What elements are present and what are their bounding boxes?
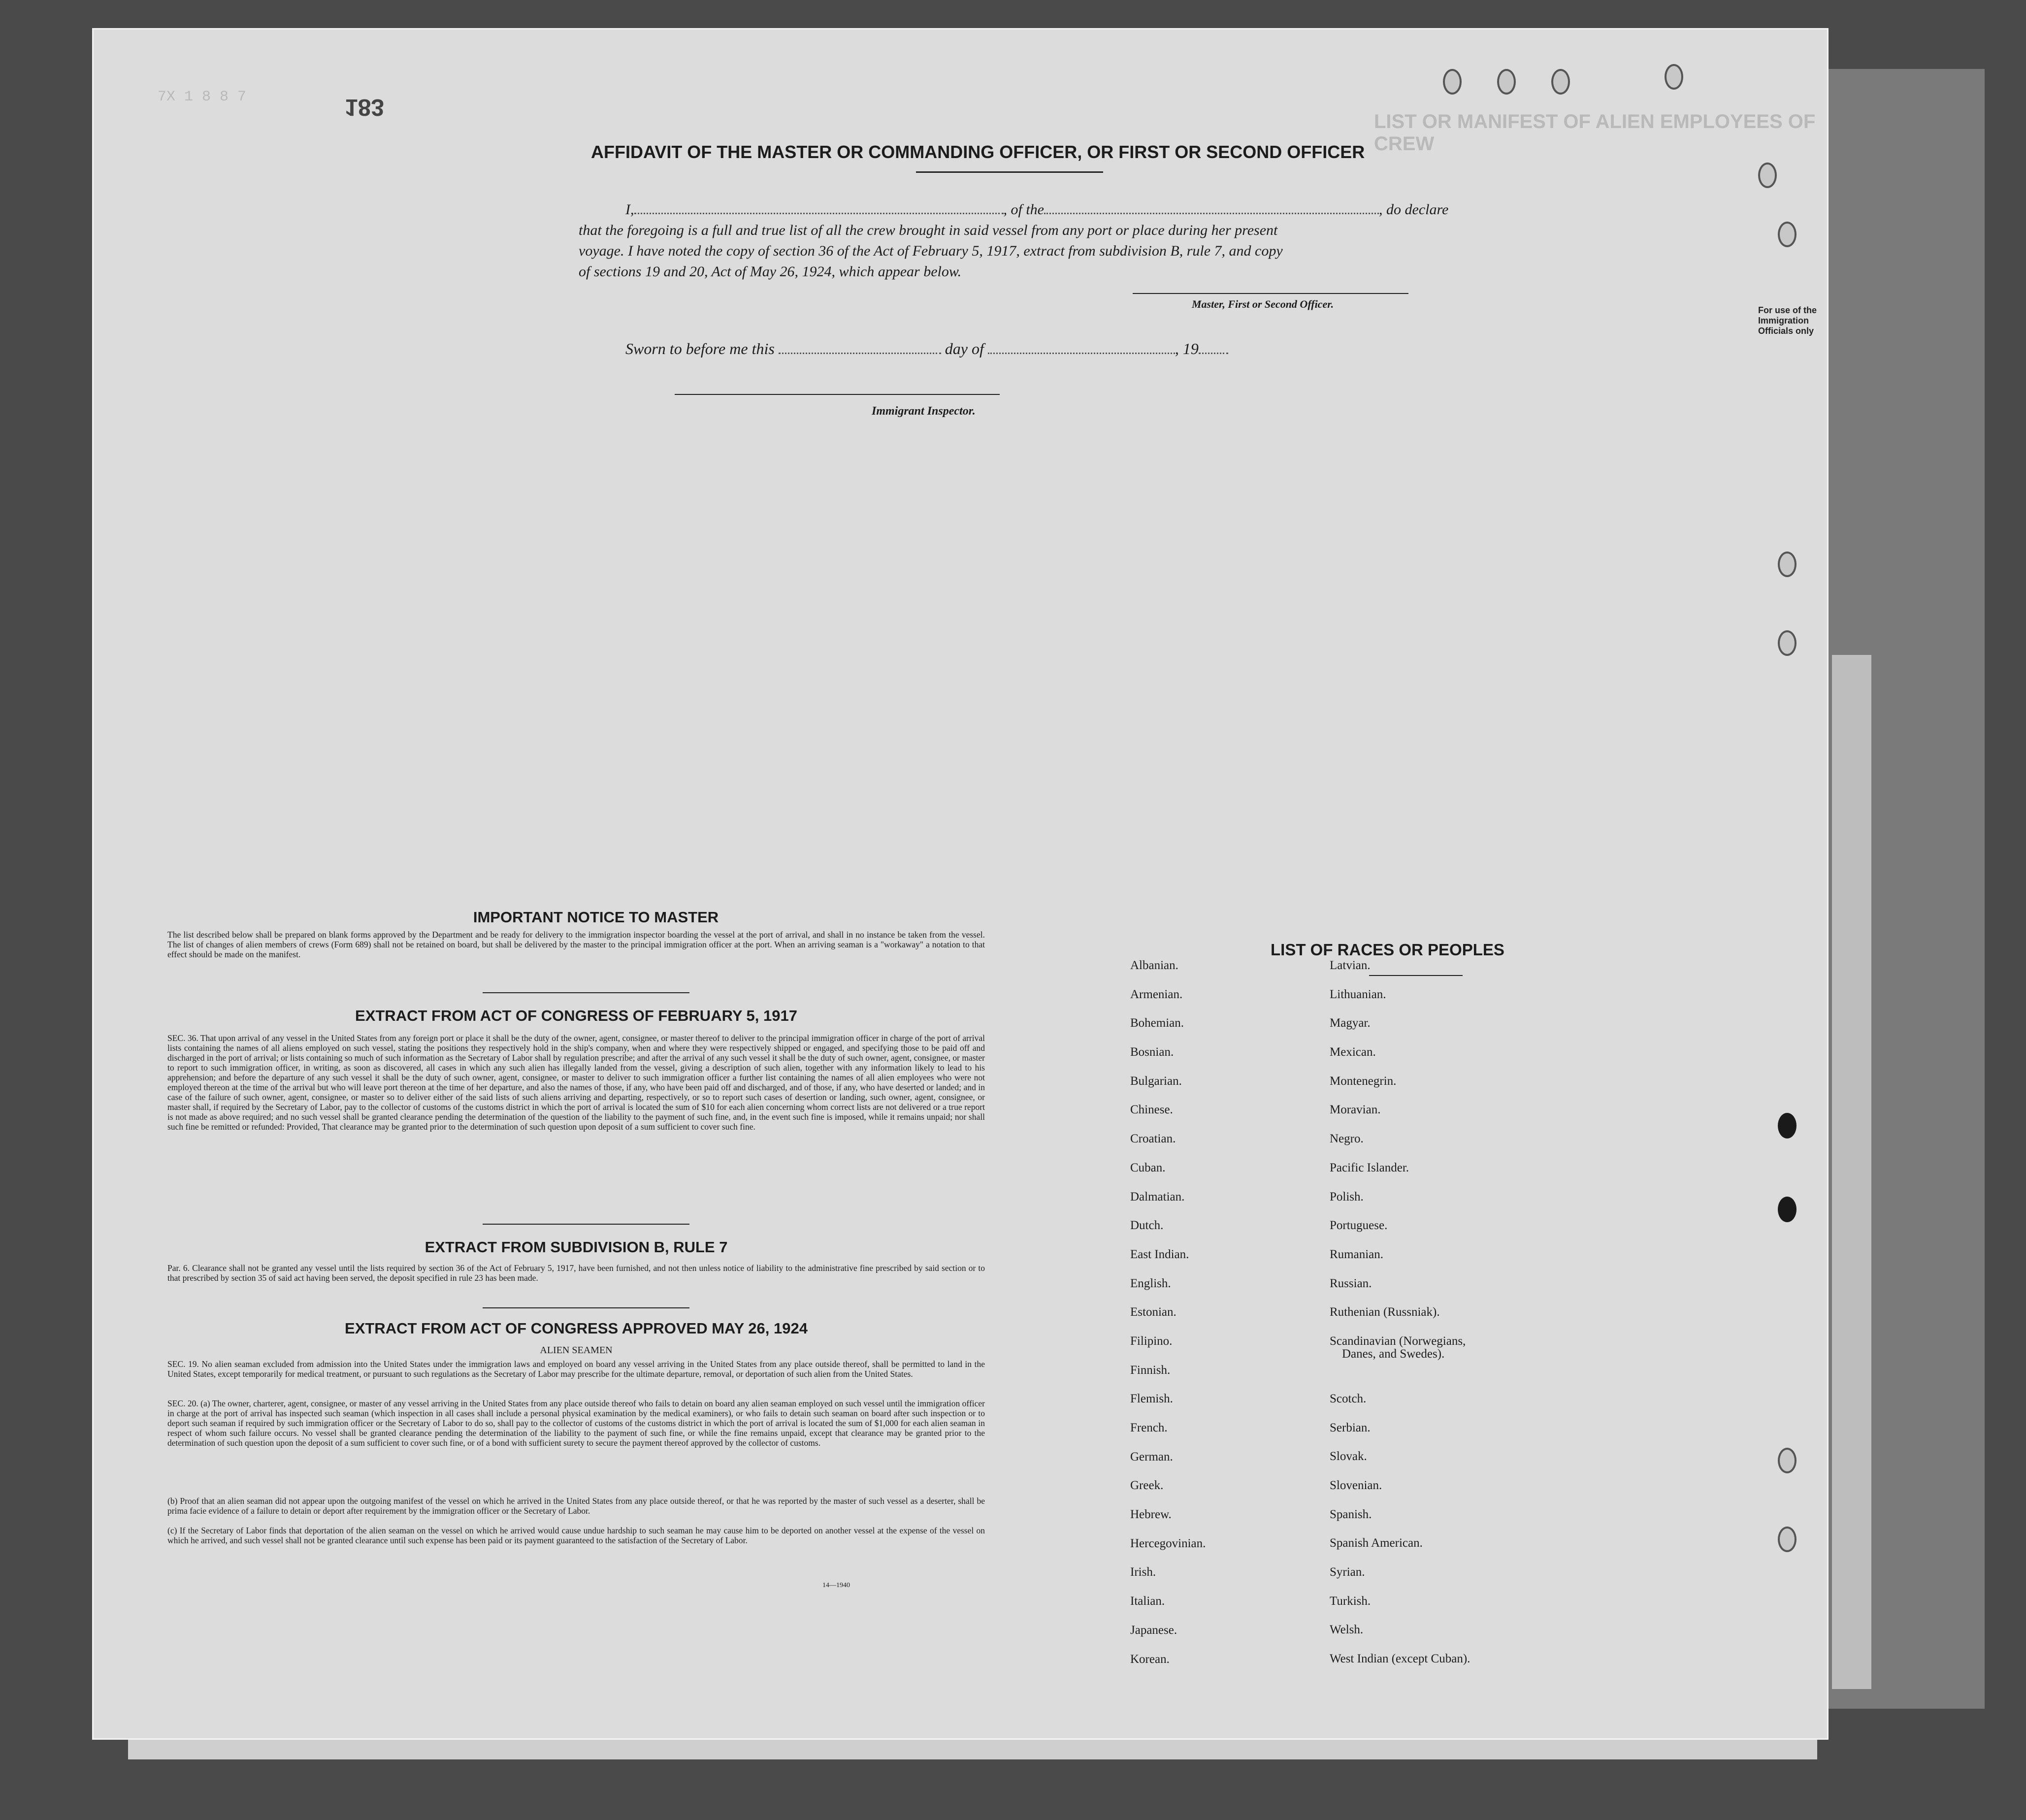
race-item: Japanese. — [1130, 1623, 1177, 1637]
document-page — [94, 30, 1827, 1738]
races-right-column — [1330, 959, 1470, 1682]
race-item: Pacific Islander. — [1330, 1161, 1409, 1174]
race-item: Scandinavian (Norwegians, Danes, and Swedes). — [1330, 1334, 1466, 1361]
race-item: Slovak. — [1330, 1450, 1367, 1463]
race-item: Portuguese. — [1330, 1219, 1388, 1233]
race-item: Flemish. — [1130, 1392, 1173, 1406]
race-item: Rumanian. — [1330, 1247, 1384, 1261]
race-item: Finnish. — [1130, 1363, 1171, 1377]
race-item: Lithuanian. — [1330, 987, 1386, 1001]
race-item: Spanish. — [1330, 1507, 1372, 1521]
race-item: Syrian. — [1330, 1565, 1365, 1579]
divider — [483, 1307, 689, 1308]
extract1-text: SEC. 36. That upon arrival of any vessel in the United States from any foreign port or place it shall be the duty of the owner, agent, consignee, or master thereof to deliver to the principal immigration officer in charge of the port of arrival lists containing the names of all aliens employed on such vessel, stating the positions they respectively hold in the ship's company, when and where they were respectively shipped or engaged, and specifying those to be paid off and discharged in the port of arrival; or lists containing so much of such information as the Secretary of Labor shall by regulation prescribe; and after the arrival of any such vessel it shall be the duty of such owner, agent, consignee, or master to report to such immigration officer, in writing, as soon as discovered, all cases in which any such alien has illegally landed from the vessel, giving a description of such alien, together with any information likely to lead to his apprehension; and before the departure of any such vessel it shall be the duty of such owner, agent, consignee, or master to deliver to such immigration officer a further list containing the names of all alien employees who were not employed thereon at the time of the arrival but who will leave port thereon at the time of her departure, and also the names of those, if any, who have been paid off and discharged, and of those, if any, who have deserted or landed; and in case of the failure of such owner, agent, consignee, or master so to deliver either of the said lists of such aliens arriving and departing, respectively, or so to report such cases of desertion or landing, such owner, agent, consignee, or master shall, if required by the Secretary of Labor, pay to the collector of customs of the customs district in which the port of arrival is located the sum of $10 for each alien concerning whom correct lists are not delivered or a true report is not made as above required; and no such vessel shall be granted clearance pending the determination of the question of the liability to the payment of such fine, and, in the event such fine is imposed, while it remains unpaid; nor shall such fine be remitted or refunded: Provided, That clearance may be granted prior to the determination of such question upon deposit of a sum sufficient to cover such fine. — [167, 1033, 985, 1132]
sworn-year-label: , 19 — [1175, 340, 1199, 358]
sworn-year-blank[interactable] — [1199, 353, 1228, 354]
punch-hole — [1665, 64, 1683, 90]
punch-hole — [1778, 552, 1797, 577]
race-item: Hebrew. — [1130, 1508, 1172, 1522]
race-item: Latvian. — [1330, 959, 1371, 972]
affidavit-title: AFFIDAVIT OF THE MASTER OR COMMANDING OFFICER, OR FIRST OR SECOND OFFICER — [591, 142, 1365, 162]
punch-hole — [1778, 630, 1797, 656]
inspector-signature-line[interactable] — [675, 394, 1000, 395]
sworn-day-blank[interactable] — [779, 353, 941, 354]
race-item: Bohemian. — [1130, 1016, 1184, 1030]
race-item: Negro. — [1330, 1132, 1364, 1146]
affidavit-of-the: , of the — [1003, 201, 1044, 218]
page-number-stamp: 183 — [345, 94, 385, 120]
affidavit-line-3: voyage. I have noted the copy of section 36 of the Act of February 5, 1917, extract from subdivision B, rule 7, and copy — [579, 243, 1283, 259]
extract3-sec20c: (c) If the Secretary of Labor finds that deportation of the alien seaman on the vessel on which he arrived would cause undue hardship to such seaman he may cause him to be deported on another vessel at the expense of the vessel on which he arrived, and such vessel shall not be granted clearance until such expense has been paid or its payment guaranteed to the satisfaction of the Secretary of Labor. — [167, 1526, 985, 1545]
race-item: Croatian. — [1130, 1132, 1176, 1146]
race-item: German. — [1130, 1450, 1173, 1463]
race-item: Spanish American. — [1330, 1536, 1423, 1550]
ghost-stamp: 7X 1 8 8 7 — [158, 89, 247, 105]
affidavit-line-1 — [579, 199, 1534, 220]
race-item: Albanian. — [1130, 959, 1178, 972]
punch-hole — [1551, 69, 1570, 95]
sworn-month-blank[interactable] — [988, 353, 1175, 354]
race-item: Mexican. — [1330, 1045, 1376, 1059]
race-item: Filipino. — [1130, 1334, 1173, 1348]
affidavit-i: I, — [625, 201, 634, 218]
divider — [483, 992, 689, 993]
race-item: Chinese. — [1130, 1103, 1173, 1117]
race-item: Slovenian. — [1330, 1479, 1382, 1492]
extract3-sec20a: SEC. 20. (a) The owner, charterer, agent, consignee, or master of any vessel arriving in the United States from any place outside thereof who fails to detain on board any alien seaman employed on such vessel until the immigration officer in charge at the port of arrival has inspected such seaman (which inspection in all cases shall include a personal physical examination by the medical examiners), or who fails to detain such seaman on board after such inspection or to deport such seaman if required by such immigration officer or the Secretary of Labor to do so, shall pay to the collector of customs of the customs district in which the port of arrival is located the sum of $1,000 for each alien seaman in respect of whom such failure occurs. No vessel shall be granted clearance pending the determination of the liability to the payment of such fine, or while the fine remains unpaid, except that clearance may be granted prior to the determination of such question upon the deposit of a sum sufficient to cover such fine, or of a bond with sufficient surety to secure the payment thereof approved by the collector of customs. — [167, 1398, 985, 1448]
race-item: Cuban. — [1130, 1161, 1166, 1174]
race-item: Serbian. — [1330, 1421, 1371, 1434]
punch-hole — [1758, 162, 1777, 188]
punch-hole — [1497, 69, 1516, 95]
notice-text: The list described below shall be prepared on blank forms approved by the Department and be ready for delivery to the immigration inspector boarding the vessel at the port of arrival, and shall in no instance be taken from the vessel. The list of changes of alien members of crews (Form 689) shall not be retained on board, but shall be delivered by the master to the principal immigration officer at the port. When an arriving seaman is a "workaway" a notation to that effect should be made on the manifest. — [167, 930, 985, 959]
race-item: Russian. — [1330, 1276, 1372, 1290]
race-item: Moravian. — [1330, 1103, 1381, 1117]
signature-label: Master, First or Second Officer. — [1192, 298, 1334, 310]
race-item: Greek. — [1130, 1479, 1164, 1493]
back-sheet-edge — [1832, 655, 1871, 1689]
race-item: Estonian. — [1130, 1305, 1176, 1319]
race-item: Ruthenian (Russniak). — [1330, 1305, 1440, 1319]
punch-hole — [1778, 1113, 1797, 1138]
race-item: Armenian. — [1130, 987, 1183, 1001]
race-item: Italian. — [1130, 1594, 1165, 1608]
race-item: Turkish. — [1330, 1594, 1371, 1608]
name-blank[interactable] — [634, 213, 1004, 214]
race-item: Irish. — [1130, 1565, 1156, 1579]
race-item: English. — [1130, 1276, 1171, 1290]
extract3-sec20b: (b) Proof that an alien seaman did not appear upon the outgoing manifest of the vessel on which he arrived in the United States from any place outside thereof, or that he was reported by the master of such vessel as a deserter, shall be prima facie evidence of a failure to detain or deport after requirement by the immigration officer or the Secretary of Labor. — [167, 1496, 985, 1516]
races-title: LIST OF RACES OR PEOPLES — [1271, 941, 1504, 959]
race-item: Dalmatian. — [1130, 1190, 1185, 1203]
punch-hole — [1778, 1527, 1797, 1552]
extract2-text: Par. 6. Clearance shall not be granted any vessel until the lists required by section 36 of the Act of February 5, 1917, have been furnished, and not then unless notice of liability to the administrative fine prescribed by said section or to that prescribed by section 35 of said act having been served, the deposit specified in rule 23 has been made. — [167, 1263, 985, 1283]
affidavit-line-4: of sections 19 and 20, Act of May 26, 1924, which appear below. — [579, 263, 962, 280]
race-item: Montenegrin. — [1330, 1074, 1397, 1088]
title-rule — [916, 171, 1103, 173]
ghost-title: LIST OR MANIFEST OF ALIEN EMPLOYEES OF CREW — [1374, 111, 1816, 155]
divider — [483, 1224, 689, 1225]
sworn-line — [625, 340, 1228, 358]
extract3-title: EXTRACT FROM ACT OF CONGRESS APPROVED MAY 26, 1924 — [345, 1320, 808, 1337]
affidavit-line-2: that the foregoing is a full and true list of all the crew brought in said vessel from any port or place during her present — [579, 222, 1278, 238]
race-item: Bulgarian. — [1130, 1074, 1182, 1088]
signature-line[interactable] — [1133, 293, 1408, 294]
sworn-day-label: day of — [945, 340, 984, 358]
ghost-right-note: For use of the Immigration Officials only — [1758, 305, 1817, 336]
extract3-subtitle: ALIEN SEAMEN — [540, 1345, 613, 1356]
form-number: 14—1940 — [822, 1582, 850, 1589]
race-item: Bosnian. — [1130, 1045, 1174, 1059]
race-item: East Indian. — [1130, 1247, 1189, 1261]
affidavit-text — [579, 199, 1534, 282]
race-item: Hercegovinian. — [1130, 1536, 1206, 1550]
punch-hole — [1443, 69, 1462, 95]
punch-hole — [1778, 222, 1797, 247]
races-left-column — [1130, 959, 1206, 1682]
vessel-blank[interactable] — [1044, 213, 1379, 214]
race-item: Scotch. — [1330, 1392, 1367, 1405]
extract3-sec19: SEC. 19. No alien seaman excluded from admission into the United States under the immigration laws and employed on board any vessel arriving in the United States from any place outside thereof, shall be permitted to land in the United States, except temporarily for medical treatment, or pursuant to such regulations as the Secretary of Labor may prescribe for the ultimate departure, removal, or deportation of such alien from the United States. — [167, 1359, 985, 1379]
race-item: West Indian (except Cuban). — [1330, 1652, 1470, 1666]
affidavit-declare: , do declare — [1379, 201, 1449, 218]
race-item: Dutch. — [1130, 1219, 1164, 1233]
punch-hole — [1778, 1448, 1797, 1473]
extract2-title: EXTRACT FROM SUBDIVISION B, RULE 7 — [425, 1238, 728, 1256]
race-item: Magyar. — [1330, 1016, 1371, 1030]
sworn-text: Sworn to before me this — [625, 340, 775, 358]
race-item: Welsh. — [1330, 1623, 1364, 1637]
race-item: Korean. — [1130, 1652, 1170, 1666]
punch-hole — [1778, 1197, 1797, 1222]
notice-title: IMPORTANT NOTICE TO MASTER — [473, 909, 719, 926]
race-item: French. — [1130, 1421, 1168, 1434]
inspector-label: Immigrant Inspector. — [872, 405, 976, 418]
extract1-title: EXTRACT FROM ACT OF CONGRESS OF FEBRUARY 5, 1917 — [355, 1007, 797, 1024]
race-item: Polish. — [1330, 1190, 1364, 1203]
